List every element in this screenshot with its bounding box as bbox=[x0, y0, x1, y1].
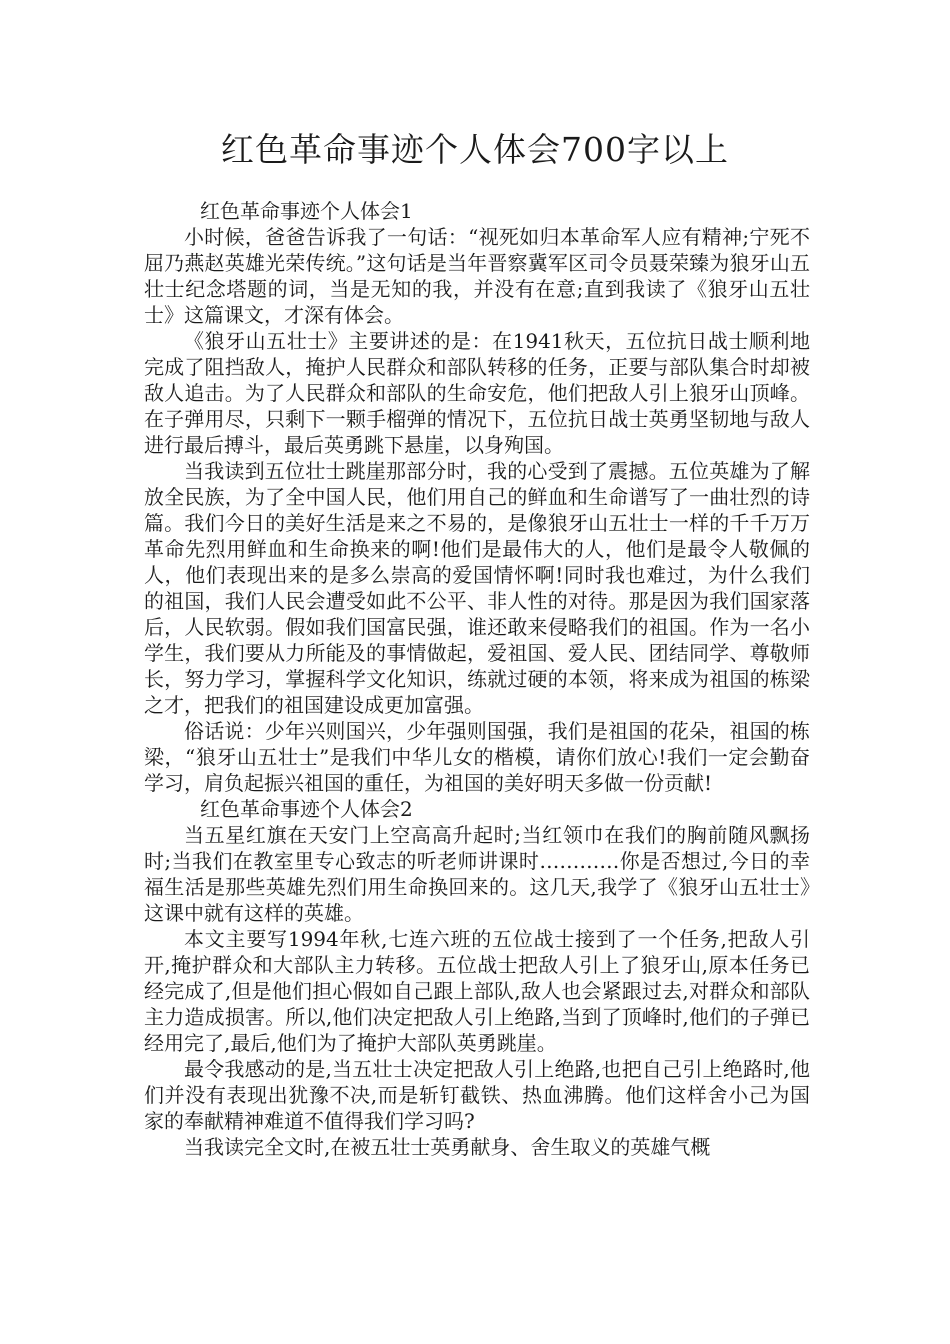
document-body bbox=[144, 198, 810, 1160]
paragraph: 当我读完全文时,在被五壮士英勇献身、舍生取义的英雄气概 bbox=[184, 1135, 711, 1159]
paragraph: 本文主要写1994年秋,七连六班的五位战士接到了一个任务,把敌人引开,掩护群众和大部队主力转移。五位战士把敌人引上了狼牙山,原本任务已经完成了,但是他们担心假如自己跟上部队,敌人也会紧跟过去,对群众和部队主力造成损害。所以,他们决定把敌人引上绝路,当到了顶峰时,他们的子弹已经用完了,最后,他们为了掩护大部队英勇跳崖。 bbox=[144, 927, 810, 1055]
paragraph: 小时候，爸爸告诉我了一句话：“视死如归本革命军人应有精神;宁死不屈乃燕赵英雄光荣传统。”这句话是当年晋察冀军区司令员聂荣臻为狼牙山五壮士纪念塔题的词，当是无知的我，并没有在意;直到我读了《狼牙山五壮士》这篇课文，才深有体会。 bbox=[144, 225, 810, 327]
paragraph: 当我读到五位壮士跳崖那部分时，我的心受到了震撼。五位英雄为了解放全民族，为了全中国人民，他们用自己的鲜血和生命谱写了一曲壮烈的诗篇。我们今日的美好生活是来之不易的，是像狼牙山五壮士一样的千千万万革命先烈用鲜血和生命换来的啊!他们是最伟大的人，他们是最令人敬佩的人，他们表现出来的是多么崇高的爱国情怀啊!同时我也难过，为什么我们的祖国，我们人民会遭受如此不公平、非人性的对待。那是因为我们国家落后，人民软弱。假如我们国富民强，谁还敢来侵略我们的祖国。作为一名小学生，我们要从力所能及的事情做起，爱祖国、爱人民、团结同学、尊敬师长，努力学习，掌握科学文化知识，练就过硬的本领，将来成为祖国的栋梁之才，把我们的祖国建设成更加富强。 bbox=[144, 459, 810, 717]
section-heading: 红色革命事迹个人体会1 bbox=[200, 199, 413, 223]
paragraph: 《狼牙山五壮士》主要讲述的是：在1941秋天，五位抗日战士顺利地完成了阻挡敌人，掩护人民群众和部队转移的任务，正要与部队集合时却被敌人追击。为了人民群众和部队的生命安危，他们把敌人引上狼牙山顶峰。在子弹用尽，只剩下一颗手榴弹的情况下，五位抗日战士英勇坚韧地与敌人进行最后搏斗，最后英勇跳下悬崖，以身殉国。 bbox=[144, 329, 810, 457]
paragraph: 俗话说：少年兴则国兴，少年强则国强，我们是祖国的花朵，祖国的栋梁，“狼牙山五壮士”是我们中华儿女的楷模，请你们放心!我们一定会勤奋学习，肩负起振兴祖国的重任，为祖国的美好明天多做一份贡献! bbox=[144, 719, 810, 795]
section-heading: 红色革命事迹个人体会2 bbox=[200, 797, 413, 821]
page-title: 红色革命事迹个人体会700字以上 bbox=[221, 130, 729, 169]
paragraph: 最令我感动的是,当五壮士决定把敌人引上绝路,也把自己引上绝路时,他们并没有表现出犹豫不决,而是斩钉截铁、热血沸腾。他们这样舍小己为国家的奉献精神难道不值得我们学习吗? bbox=[144, 1057, 810, 1133]
paragraph: 当五星红旗在天安门上空高高升起时;当红领巾在我们的胸前随风飘扬时;当我们在教室里专心致志的听老师讲课时…………你是否想过,今日的幸福生活是那些英雄先烈们用生命换回来的。这几天,我学了《狼牙山五壮士》这课中就有这样的英雄。 bbox=[144, 823, 810, 925]
